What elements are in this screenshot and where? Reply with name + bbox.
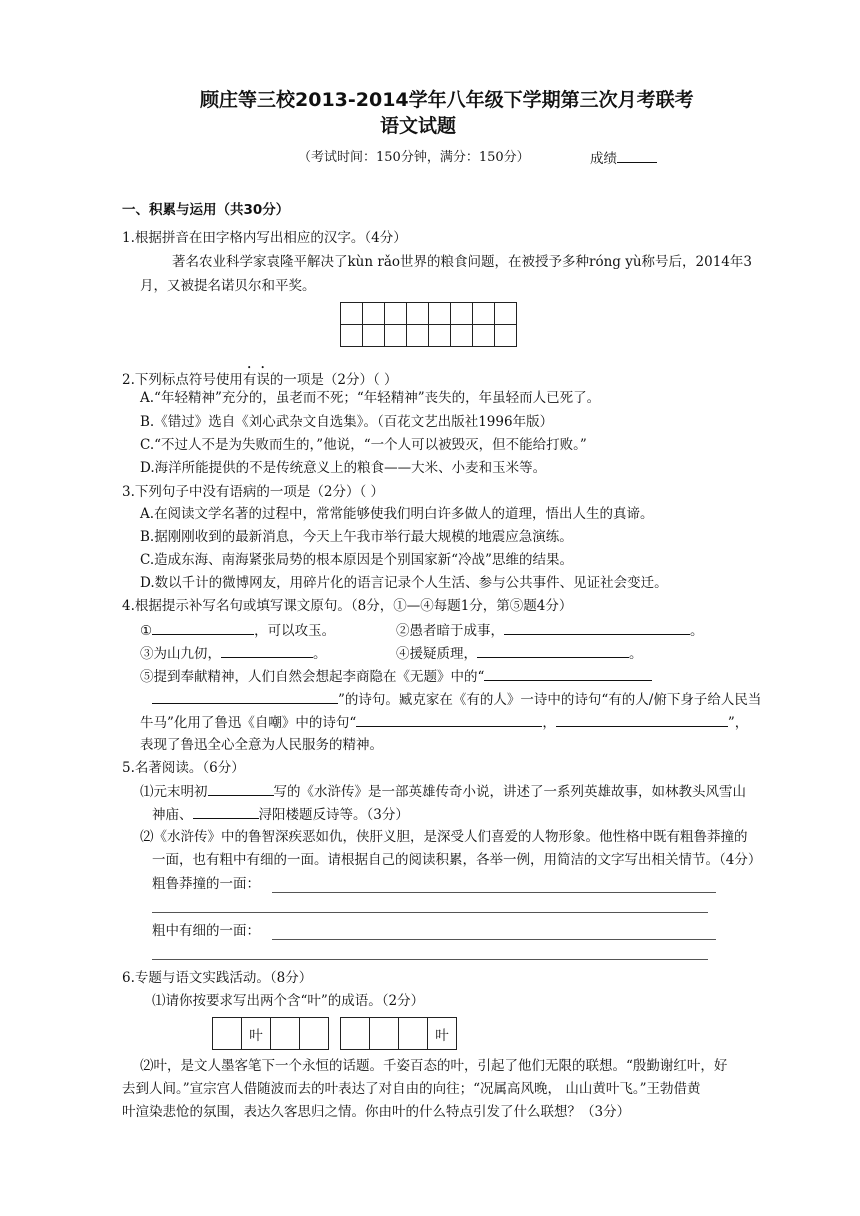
q4-item5-text-a: ⑤提到奉献精神，人们自然会想起李商隐在《无题》中的“ (140, 669, 485, 685)
q4-item5-line2 (152, 689, 761, 710)
q5-p1-line2 (152, 804, 409, 825)
q4-item5-blank4[interactable] (556, 712, 728, 727)
q4-item4-period: 。 (629, 646, 643, 662)
q2-option-b: B.《错过》选自《刘心武杂文自选集》。（百花文艺出版社1996年版） (140, 414, 554, 430)
exam-subtitle: 语文试题 (380, 115, 457, 137)
q6-p2-line1: ⑵叶，是文人墨客笔下一个永恒的话题。千姿百态的叶，引起了他们无限的联想。“殷勤谢红叶，好 (140, 1058, 728, 1074)
q3-option-c: C.造成东海、南海紧张局势的根本原因是个别国家新“冷战”思维的结果。 (140, 552, 573, 568)
q3-option-a: A.在阅读文学名著的过程中，常常能够使我们明白许多做人的道理，悟出人生的真谛。 (140, 506, 654, 522)
idiom1-cell3[interactable] (271, 1018, 300, 1050)
q3-option-d: D.数以千计的微博网友，用碎片化的语言记录个人生活、参与公共事件、见证社会变迁。 (140, 575, 668, 591)
q5-stem: 5.名著阅读。（6分） (122, 760, 245, 776)
idiom1-cell1[interactable] (213, 1018, 242, 1050)
q4-item5-blank1[interactable] (484, 666, 652, 681)
q4-item5-line4: 表现了鲁迅全心全意为人民服务的精神。 (140, 737, 383, 753)
q4-item2-blank[interactable] (504, 620, 690, 635)
q5-hero-blank[interactable] (193, 804, 259, 819)
q4-item3 (140, 643, 327, 664)
score-blank[interactable] (617, 148, 657, 163)
q6-p2-line3: 叶渲染悲怆的氛围，表达久客思归之情。你由叶的什么特点引发了什么联想？（3分） (122, 1104, 631, 1120)
idiom2-cell3[interactable] (399, 1018, 428, 1050)
q5-rough-answer-line1[interactable] (272, 892, 716, 893)
q4-item3-text: ③为山九仞， (140, 646, 221, 662)
q5-p1-text-c: 神庙、 (152, 807, 193, 823)
q2-stem-b: 的一项是（2分）（ ） (269, 372, 398, 388)
idiom1-cell2-leaf: 叶 (242, 1018, 271, 1050)
section-heading: 一、积累与运用（共30分） (122, 202, 290, 218)
q2-option-a: A.“年轻精神”充分的，虽老而不死；“年轻精神”丧失的，年虽轻而人已死了。 (140, 390, 601, 406)
q4-item5-comma: ， (542, 715, 556, 731)
q5-p2-line1: ⑵《水浒传》中的鲁智深疾恶如仇，侠肝义胆，是深受人们喜爱的人物形象。他性格中既有粗鲁莽撞的 (140, 829, 748, 845)
q4-item5-close: ”， (727, 715, 749, 731)
exam-title: 顾庄等三校2013-2014学年八年级下学期第三次月考联考 (200, 89, 694, 111)
q5-fine-answer-line1[interactable] (272, 939, 716, 940)
q5-p1-text-b: 写的《水浒传》是一部英雄传奇小说，讲述了一系列英雄故事，如林教头风雪山 (273, 784, 746, 800)
q5-p1-text-a: ⑴元末明初 (140, 784, 208, 800)
q4-item4-blank[interactable] (477, 643, 629, 658)
q4-item5-text-b: ”的诗句。臧克家在《有的人》一诗中的诗句“有的人/俯下身子给人民当 (338, 692, 762, 708)
q4-item4 (396, 643, 643, 664)
q4-item3-period: 。 (313, 646, 327, 662)
q4-item2-text: ②愚者暗于成事， (396, 623, 504, 639)
q5-author-blank[interactable] (208, 781, 274, 796)
idiom1-cell4[interactable] (300, 1018, 329, 1050)
q3-stem: 3.下列句子中没有语病的一项是（2分）（ ） (122, 484, 385, 500)
q2-option-d: D.海洋所能提供的不是传统意义上的粮食——大米、小麦和玉米等。 (140, 460, 547, 476)
q3-option-b: B.据刚刚收到的最新消息，今天上午我市举行最大规模的地震应急演练。 (140, 529, 573, 545)
score-label: 成绩 (590, 151, 617, 167)
q1-passage-line1: 著名农业科学家袁隆平解决了kùn rǎo世界的粮食问题，在被授予多种róng yù称号后，2014年3 (172, 254, 752, 270)
q2-stem-emphasis: 有误 (242, 372, 270, 388)
q4-item3-blank[interactable] (221, 643, 313, 658)
q1-passage-line2: 月，又被提名诺贝尔和平奖。 (140, 278, 316, 294)
q4-item1-text: ，可以攻玉。 (254, 623, 336, 639)
q4-item1-mark: ① (140, 623, 153, 639)
q5-p1-line1 (140, 781, 746, 802)
q2-stem-a: 2.下列标点符号使用 (122, 372, 243, 388)
q6-idiom-box-1[interactable] (212, 1017, 329, 1050)
exam-info: （考试时间：150分钟，满分：150分） (298, 150, 530, 165)
q5-rough-answer-line2[interactable] (152, 912, 708, 913)
q4-item1 (140, 620, 335, 641)
q4-item5-text-c: 牛马”化用了鲁迅《自嘲》中的诗句“ (140, 715, 357, 731)
idiom2-cell1[interactable] (341, 1018, 370, 1050)
idiom2-cell4-leaf: 叶 (428, 1018, 457, 1050)
q5-rough-label: 粗鲁莽撞的一面： (152, 876, 260, 892)
q1-stem: 1.根据拼音在田字格内写出相应的汉字。（4分） (122, 230, 407, 246)
q6-idiom-box-2[interactable] (340, 1017, 457, 1050)
q6-p2-line2: 去到人间。”宣宗宫人借随波而去的叶表达了对自由的向往；“况属高风晚， 山山黄叶飞。”王勃借黄 (122, 1081, 701, 1097)
score-field (590, 148, 657, 169)
q4-item5-blank2[interactable] (152, 689, 338, 704)
q4-stem: 4.根据提示补写名句或填写课文原句。（8分，①—④每题1分，第⑤题4分） (122, 598, 573, 614)
q2-option-c: C.“不过人不是为失败而生的，”他说，“一个人可以被毁灭，但不能给打败。” (140, 437, 587, 453)
q4-item2-period: 。 (690, 623, 704, 639)
idiom2-cell2[interactable] (370, 1018, 399, 1050)
q5-p1-text-d: 浔阳楼题反诗等。（3分） (258, 807, 409, 823)
q4-item5-blank3[interactable] (356, 712, 542, 727)
q1-tianzige-grid[interactable] (340, 302, 517, 347)
q2-stem (122, 364, 398, 390)
q6-stem: 6.专题与语文实践活动。（8分） (122, 970, 313, 986)
q4-item5-line1 (140, 666, 652, 687)
q4-item1-blank[interactable] (152, 620, 254, 635)
q5-fine-label: 粗中有细的一面： (152, 923, 260, 939)
q4-item5-line3 (140, 712, 748, 733)
q4-item2 (396, 620, 704, 641)
q6-p1: ⑴请你按要求写出两个含“叶”的成语。（2分） (152, 993, 425, 1009)
q4-item4-text: ④援疑质理， (396, 646, 477, 662)
q5-fine-answer-line2[interactable] (152, 959, 708, 960)
q5-p2-line2: 一面，也有粗中有细的一面。请根据自己的阅读积累，各举一例，用简洁的文字写出相关情节。（4分） (152, 852, 762, 868)
